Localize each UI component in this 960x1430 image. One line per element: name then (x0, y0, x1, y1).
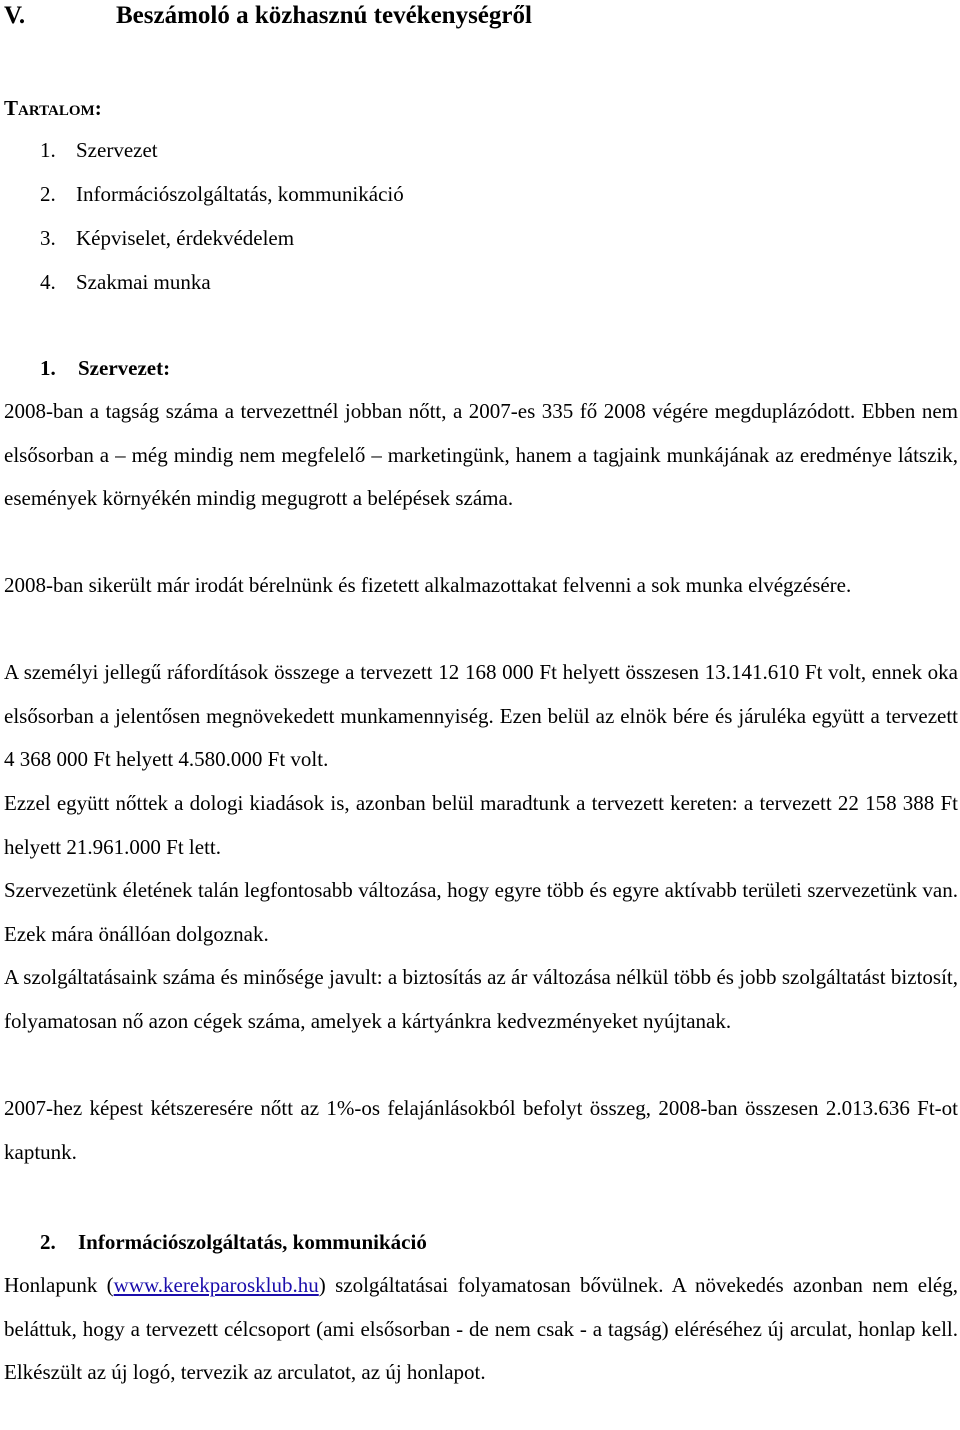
toc-item (4, 267, 404, 311)
toc-item-label: Információszolgáltatás, kommunikáció (76, 182, 404, 206)
section-2-heading (4, 1227, 427, 1257)
section-1-paragraph: 2007-hez képest kétszeresére nőtt az 1%-os felajánlásokból befolyt összeg, 2008-ban összesen 2.013.636 Ft-ot kaptunk. (4, 1096, 958, 1164)
section-2-title: Információszolgáltatás, kommunikáció (78, 1230, 427, 1254)
report-heading-number: V. (4, 2, 26, 29)
section-1-paragraph: Szervezetünk életének talán legfontosabb változása, hogy egyre több és egyre aktívabb területi szervezetünk van. Ezek mára önállóan dolgoznak. (4, 878, 958, 946)
section-1-paragraph: 2008-ban a tagság száma a tervezettnél jobban nőtt, a 2007-es 335 fő 2008 végére megduplázódott. Ebben nem elsősorban a – még mindig nem megfelelő – marketingünk, hanem a tagjaink munkájának az eredménye látszik, események környékén mindig megugrott a belépések száma. (4, 399, 958, 510)
section-2-text-before-link: Honlapunk ( (4, 1273, 114, 1297)
toc-item-number: 1. (40, 138, 56, 162)
section-1-heading (4, 353, 170, 383)
section-1-paragraph: Ezzel együtt nőttek a dologi kiadások is, azonban belül maradtunk a tervezett kereten: a tervezett 22 158 388 Ft helyett 21.961.000 Ft lett. (4, 791, 958, 859)
section-1-paragraph: 2008-ban sikerült már irodát bérelnünk és fizetett alkalmazottakat felvenni a sok munka elvégzésére. (4, 573, 852, 597)
section-2-number: 2. (40, 1230, 56, 1254)
toc-list (4, 135, 404, 311)
report-heading (4, 1, 532, 31)
toc-item-label: Képviselet, érdekvédelem (76, 226, 295, 250)
website-link[interactable]: www.kerekparosklub.hu (113, 1273, 319, 1297)
toc-item (4, 223, 404, 267)
section-1-title: Szervezet: (78, 356, 171, 380)
toc-item-number: 2. (40, 182, 56, 206)
toc-item-label: Szervezet (76, 138, 158, 162)
toc-item-number: 3. (40, 226, 56, 250)
section-2-paragraph (4, 1264, 958, 1395)
section-1-number: 1. (40, 356, 56, 380)
toc-item (4, 179, 404, 223)
toc-title: Tartalom: (4, 96, 102, 120)
section-2-text-after-link: ) szolgáltatásai folyamatosan bővülnek. A növekedés azonban nem elég, beláttuk, hogy a tervezett célcsoport (ami elsősorban - de nem csak - a tagság) eléréséhez új arculat, honlap kell. Elkészült az új logó, tervezik az arculatot, az új honlapot. (4, 1273, 958, 1384)
section-1-paragraph: A szolgáltatásaink száma és minősége javult: a biztosítás az ár változása nélkül több és jobb szolgáltatást biztosít, folyamatosan nő azon cégek száma, amelyek a kártyánkra kedvezményeket nyújtanak. (4, 965, 958, 1033)
toc-item (4, 135, 404, 179)
toc-item-number: 4. (40, 270, 56, 294)
toc-item-label: Szakmai munka (76, 270, 211, 294)
report-heading-title: Beszámoló a közhasznú tevékenységről (116, 2, 532, 29)
section-1-paragraph: A személyi jellegű ráfordítások összege a tervezett 12 168 000 Ft helyett összesen 13.141.610 Ft volt, ennek oka elsősorban a jelentősen megnövekedett munkamennyiség. Ezen belül az elnök bére és járuléka együtt a tervezett 4 368 000 Ft helyett 4.580.000 Ft volt. (4, 660, 958, 771)
